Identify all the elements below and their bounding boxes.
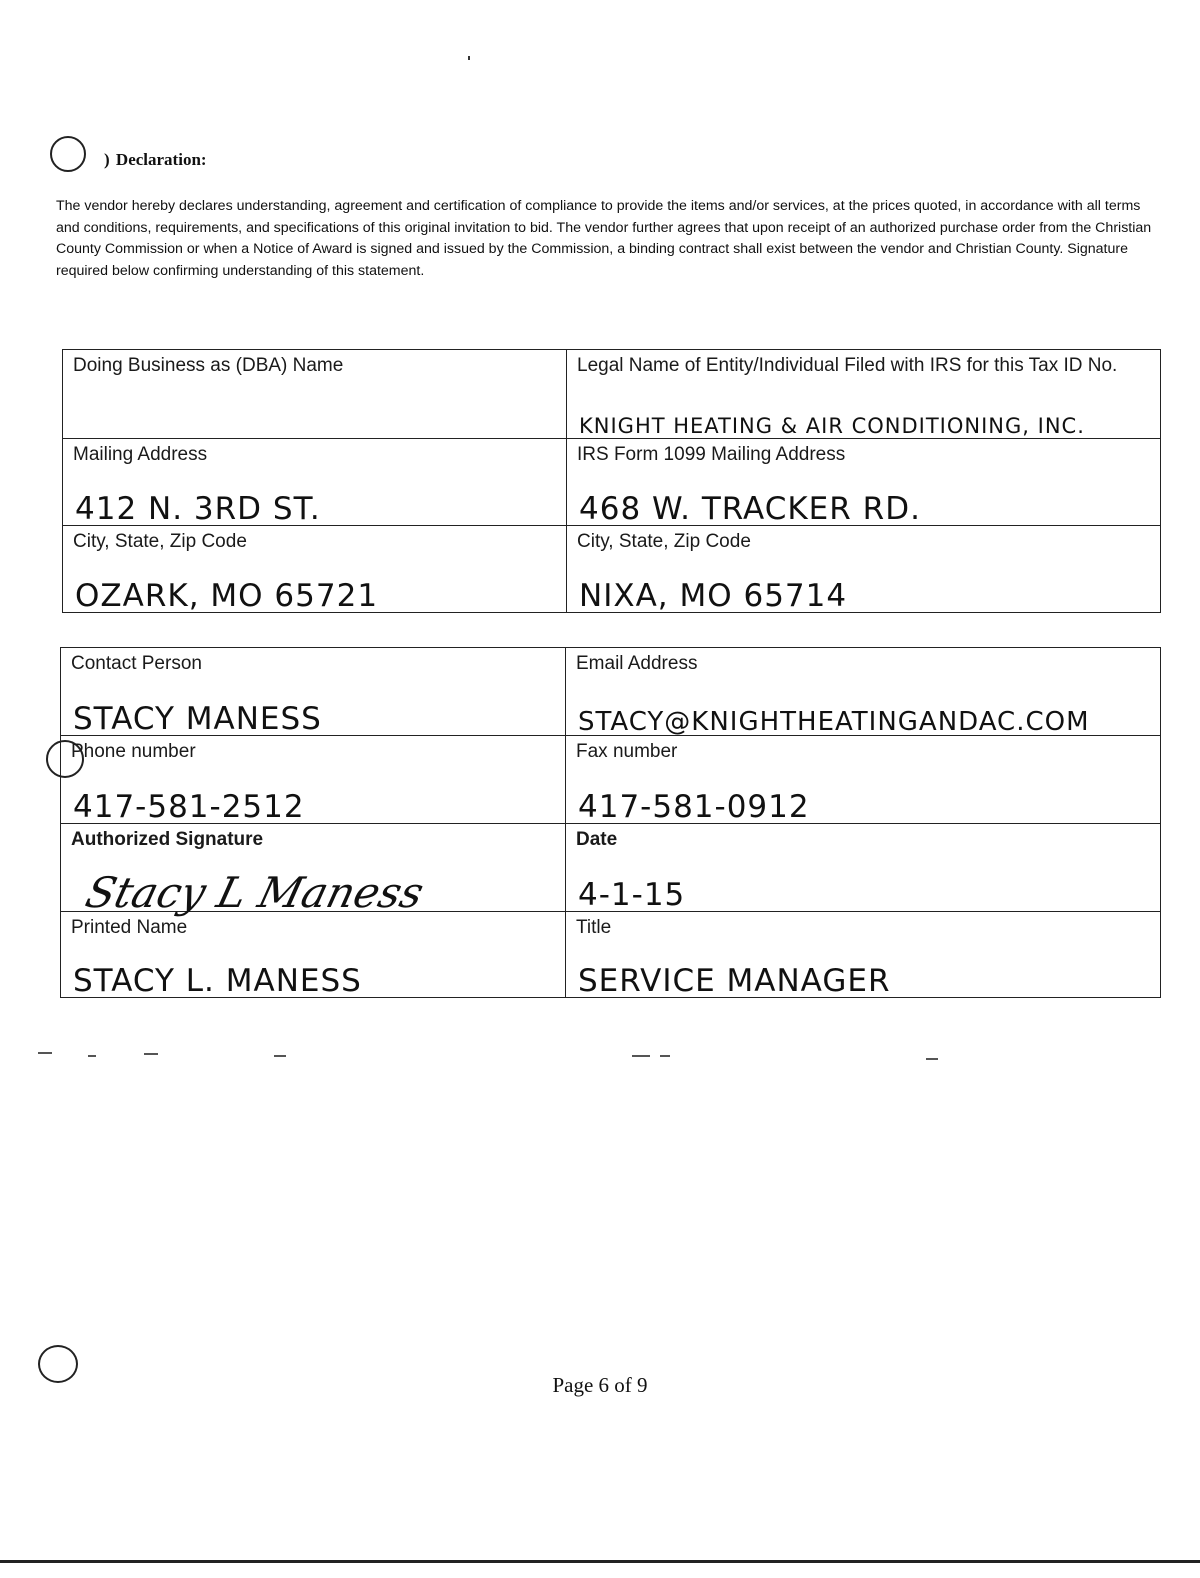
- heading-text: Declaration:: [115, 150, 207, 169]
- legal-name-value: KNIGHT HEATING & AIR CONDITIONING, INC.: [579, 414, 1085, 438]
- scan-mark: [632, 1055, 650, 1057]
- phone-number-value: 417-581-2512: [73, 789, 305, 825]
- contact-person-cell: [61, 648, 566, 736]
- irs-city-state-zip-cell: [567, 526, 1161, 613]
- scan-mark: [38, 1052, 52, 1054]
- printed-name-cell: [61, 912, 566, 998]
- mailing-address-value: 412 N. 3RD ST.: [75, 491, 321, 527]
- phone-number-label: Phone number: [71, 741, 196, 762]
- title-value: SERVICE MANAGER: [578, 963, 891, 999]
- date-cell: [566, 824, 1161, 912]
- date-label: Date: [576, 829, 618, 850]
- scan-speck: [468, 56, 470, 60]
- irs-mailing-address-label: IRS Form 1099 Mailing Address: [577, 444, 846, 465]
- scan-mark: [144, 1053, 158, 1055]
- title-cell: [566, 912, 1161, 998]
- legal-name-cell: [567, 350, 1161, 439]
- scan-mark: [274, 1055, 286, 1057]
- legal-name-label: Legal Name of Entity/Individual Filed with IRS for this Tax ID No.: [577, 355, 1118, 376]
- authorized-signature-cell: [61, 824, 566, 917]
- mailing-address-label: Mailing Address: [73, 444, 208, 465]
- dba-cell: [63, 350, 567, 439]
- email-address-cell: [566, 648, 1161, 736]
- page-number: Page 6 of 9: [552, 1373, 648, 1397]
- irs-city-state-zip-label: City, State, Zip Code: [577, 531, 751, 552]
- email-address-value: STACY@KNIGHTHEATINGANDAC.COM: [578, 707, 1090, 737]
- fax-number-value: 417-581-0912: [578, 789, 810, 825]
- authorized-signature-label: Authorized Signature: [71, 829, 264, 850]
- scan-mark: [88, 1055, 96, 1057]
- dba-label: Doing Business as (DBA) Name: [73, 355, 344, 376]
- scan-mark: [660, 1055, 670, 1057]
- contact-person-value: STACY MANESS: [73, 701, 322, 737]
- fax-number-cell: [566, 736, 1161, 824]
- date-value: 4-1-15: [578, 877, 686, 913]
- heading-paren: ): [104, 150, 110, 169]
- punch-hole-top: [50, 136, 86, 172]
- irs-mailing-address-value: 468 W. TRACKER RD.: [579, 491, 921, 527]
- printed-name-value: STACY L. MANESS: [73, 963, 362, 999]
- email-address-label: Email Address: [576, 653, 698, 674]
- fax-number-label: Fax number: [576, 741, 678, 762]
- declaration-heading: [104, 150, 207, 170]
- city-state-zip-label: City, State, Zip Code: [73, 531, 247, 552]
- contact-person-label: Contact Person: [71, 653, 202, 674]
- irs-mailing-address-cell: [567, 439, 1161, 526]
- city-state-zip-cell: [63, 526, 567, 613]
- scan-mark: [926, 1058, 938, 1060]
- handwritten-signature: Stacy L Maness: [80, 868, 429, 917]
- vendor-info-table: [62, 349, 1161, 613]
- phone-number-cell: [61, 736, 566, 824]
- bottom-edge-line: [0, 1560, 1200, 1563]
- title-label: Title: [576, 917, 612, 938]
- irs-city-state-zip-value: NIXA, MO 65714: [579, 578, 848, 614]
- declaration-body: The vendor hereby declares understanding, agreement and certification of compliance to provide the items and/or services, at the prices quoted, in accordance with all terms and conditions, requirements, and specifications of this original invitation to bid. The vendor further agrees that upon receipt of an authorized purchase order from the Christian County Commission or when a Notice of Award is signed and issued by the Commission, a binding contract shall exist between the vendor and Christian County. Signature required below confirming understanding of this statement.: [56, 198, 1152, 279]
- printed-name-label: Printed Name: [71, 917, 188, 938]
- contact-info-table: [60, 647, 1161, 998]
- city-state-zip-value: OZARK, MO 65721: [75, 578, 379, 614]
- mailing-address-cell: [63, 439, 567, 526]
